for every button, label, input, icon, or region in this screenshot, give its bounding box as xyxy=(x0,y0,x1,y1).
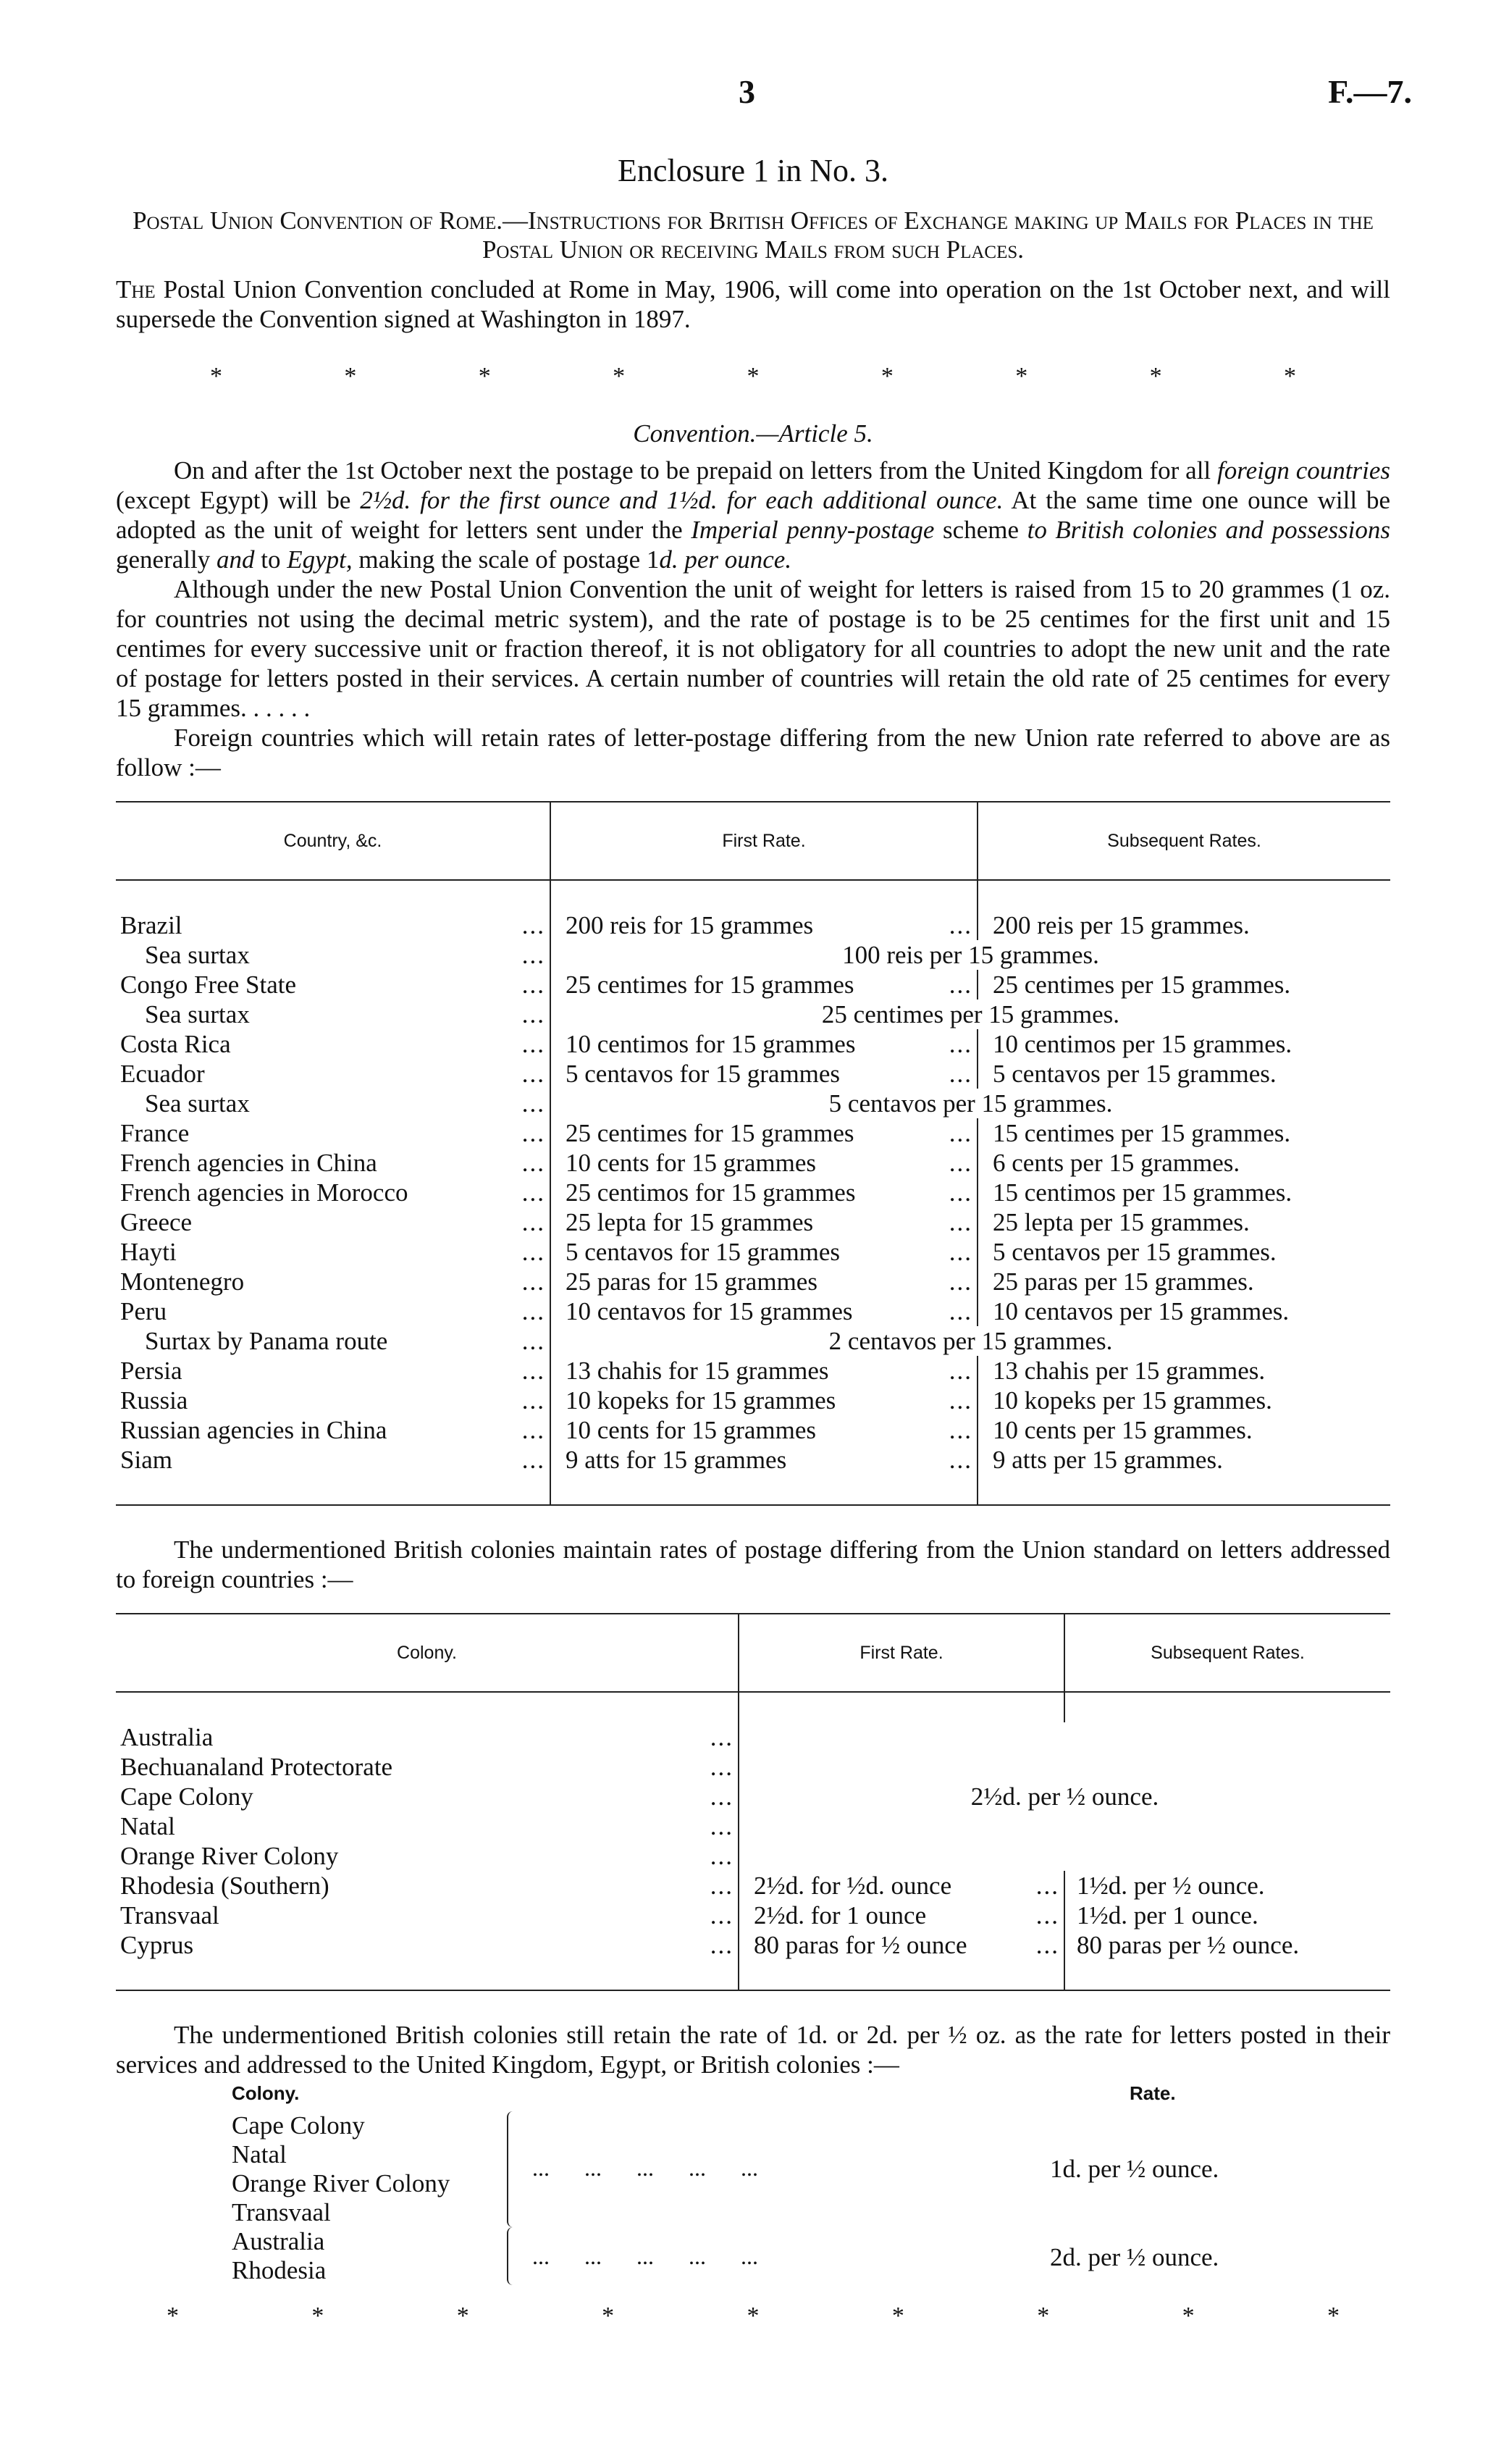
country-cell: Sea surtax ... xyxy=(116,940,550,970)
colony-cell: Transvaal ... xyxy=(116,1901,739,1930)
colony-name: Orange River Colony xyxy=(232,2169,450,2197)
list-rate-header: Rate. xyxy=(1130,2082,1176,2104)
first-rate-cell: 10 cents for 15 grammes ... xyxy=(550,1415,978,1445)
table-row xyxy=(116,970,1390,1000)
country-cell: French agencies in Morocco ... xyxy=(116,1178,550,1207)
first-rate-cell: 13 chahis for 15 grammes ... xyxy=(550,1356,978,1386)
document-reference: F.—7. xyxy=(1328,73,1412,110)
page-number: 3 xyxy=(739,73,755,110)
intro-lead: The xyxy=(116,275,156,303)
intro-rest: Postal Union Convention concluded at Rome in May, 1906, will come into operation on the 1st October next, and will supersede the Convention signed at Washington in 1897. xyxy=(116,275,1390,333)
intro-paragraph xyxy=(116,275,1390,334)
table-row xyxy=(116,1267,1390,1296)
first-rate-cell: 25 centimes for 15 grammes ... xyxy=(550,970,978,1000)
page-header xyxy=(116,72,1412,123)
grouped-rate-cell: 2½d. per ½ ounce. xyxy=(970,1782,1159,1811)
colony-cell: Cyprus ... xyxy=(116,1930,739,1960)
colony-cell: Natal ... xyxy=(116,1811,739,1841)
first-rate-cell: 25 lepta for 15 grammes ... xyxy=(550,1207,978,1237)
first-rate-cell: 2½d. for 1 ounce ... xyxy=(739,1901,1064,1930)
col-colony-header: Colony. xyxy=(116,1614,739,1692)
subsequent-rate-cell: 25 paras per 15 grammes. xyxy=(993,1267,1254,1296)
table-row xyxy=(116,1901,1390,1930)
subsequent-rate-cell: 200 reis per 15 grammes. xyxy=(993,910,1250,939)
brace-2d xyxy=(507,2227,518,2285)
table-row xyxy=(116,1000,1390,1029)
colony-name: Australia xyxy=(232,2227,325,2255)
table-row xyxy=(116,1722,1390,1752)
star: * xyxy=(1284,363,1296,390)
country-cell: Surtax by Panama route ... xyxy=(116,1326,550,1356)
colony-group-2d xyxy=(232,2227,326,2285)
col-subsequent-header: Subsequent Rates. xyxy=(978,802,1390,880)
convention-heading: Convention.—Article 5. xyxy=(633,419,873,448)
table-row xyxy=(116,1871,1390,1901)
table-row xyxy=(116,940,1390,970)
first-rate-cell: 200 reis for 15 grammes ... xyxy=(550,910,978,940)
subsequent-rate-cell: 15 centimos per 15 grammes. xyxy=(993,1178,1292,1207)
table-row xyxy=(116,1148,1390,1178)
first-rate-cell: 5 centavos for 15 grammes ... xyxy=(550,1059,978,1089)
table-row xyxy=(116,1029,1390,1059)
document-title xyxy=(116,206,1390,264)
document-page xyxy=(116,72,1412,2359)
title-rest: —Instructions for British Offices of Exchange making up Mails for Places in the Postal Union or receiving Mails from such Places. xyxy=(482,206,1374,264)
table-row xyxy=(116,1445,1390,1475)
table-row xyxy=(116,1089,1390,1118)
first-rate-cell: 10 kopeks for 15 grammes ... xyxy=(550,1386,978,1415)
rate-2d: 2d. per ½ ounce. xyxy=(1050,2243,1219,2271)
leader-dots: ... ... ... ... ... xyxy=(532,2155,758,2181)
star: * xyxy=(1015,363,1028,390)
table-row xyxy=(116,1356,1390,1386)
subsequent-rate-cell: 13 chahis per 15 grammes. xyxy=(993,1356,1266,1385)
country-cell: Persia ... xyxy=(116,1356,550,1386)
colony-cell: Australia ... xyxy=(116,1722,739,1752)
subsequent-rate-cell: 1½d. per 1 ounce. xyxy=(1077,1901,1258,1929)
country-cell: Russian agencies in China ... xyxy=(116,1415,550,1445)
table-row xyxy=(116,1386,1390,1415)
first-rate-cell: 80 paras for ½ ounce ... xyxy=(739,1930,1064,1960)
star: * xyxy=(880,363,894,390)
star: * xyxy=(478,363,491,390)
subsequent-rate-cell: 10 centavos per 15 grammes. xyxy=(993,1296,1290,1325)
leader-dots: ... ... ... ... ... xyxy=(532,2243,758,2269)
first-rate-cell: 25 paras for 15 grammes ... xyxy=(550,1267,978,1296)
first-rate-cell: 10 centimos for 15 grammes ... xyxy=(550,1029,978,1059)
country-cell: France ... xyxy=(116,1118,550,1148)
rate-1d: 1d. per ½ ounce. xyxy=(1050,2155,1219,2183)
country-cell: Costa Rica ... xyxy=(116,1029,550,1059)
first-rate-cell: 10 cents for 15 grammes ... xyxy=(550,1148,978,1178)
col-first-rate-header: First Rate. xyxy=(550,802,978,880)
table-row xyxy=(116,1237,1390,1267)
col-country-header: Country, &c. xyxy=(116,802,550,880)
colony-cell: Rhodesia (Southern) ... xyxy=(116,1871,739,1901)
article-5-paragraph: On and after the 1st October next the postage to be prepaid on letters from the United Kingdom for all foreign countries (except Egypt) will be 2½d. for the first ounce and 1½d. for each additional ounce. At the same time one ounce will be adopted as the unit of weight for letters sent under the Imperial penny-postage scheme to British colonies and possessions generally and to Egypt, making the scale of postage 1d. per ounce. xyxy=(116,456,1391,574)
subsequent-rate-cell: 1½d. per ½ ounce. xyxy=(1077,1871,1265,1900)
star: * xyxy=(613,363,626,390)
colony-cell: Bechuanaland Protectorate ... xyxy=(116,1752,739,1782)
subsequent-rate-cell: 15 centimes per 15 grammes. xyxy=(993,1118,1291,1147)
star: * xyxy=(210,363,222,390)
subsequent-rate-cell: 10 centimos per 15 grammes. xyxy=(993,1029,1292,1058)
spanning-rate-cell: 2 centavos per 15 grammes. xyxy=(828,1326,1113,1355)
colony-name: Rhodesia xyxy=(232,2256,327,2284)
subsequent-rate-cell: 9 atts per 15 grammes. xyxy=(993,1445,1223,1474)
spanning-rate-cell: 25 centimes per 15 grammes. xyxy=(821,1000,1120,1028)
subsequent-rate-cell: 6 cents per 15 grammes. xyxy=(993,1148,1240,1177)
first-rate-cell: 10 centavos for 15 grammes ... xyxy=(550,1296,978,1326)
country-cell: Sea surtax ... xyxy=(116,1000,550,1029)
colony-name: Transvaal xyxy=(232,2198,331,2226)
country-cell: Sea surtax ... xyxy=(116,1089,550,1118)
country-cell: Congo Free State ... xyxy=(116,970,550,1000)
table-row xyxy=(116,1296,1390,1326)
first-rate-cell: 25 centimes for 15 grammes ... xyxy=(550,1118,978,1148)
table-row xyxy=(116,1326,1390,1356)
title-lead: Postal Union Convention of Rome. xyxy=(133,206,503,235)
country-cell: Russia ... xyxy=(116,1386,550,1415)
country-cell: Greece ... xyxy=(116,1207,550,1237)
star: * xyxy=(1149,363,1162,390)
colonies-foreign-intro: The undermentioned British colonies maintain rates of postage differing from the Union standard on letters addressed to foreign countries :— xyxy=(116,1535,1390,1593)
subsequent-rate-cell: 80 paras per ½ ounce. xyxy=(1077,1930,1300,1959)
table-row xyxy=(116,1059,1390,1089)
country-cell: French agencies in China ... xyxy=(116,1148,550,1178)
table-row xyxy=(116,1207,1390,1237)
closing-stars: * * * * * * * * * xyxy=(167,2302,1340,2329)
list-colony-header: Colony. xyxy=(232,2082,300,2104)
table-row xyxy=(116,1415,1390,1445)
subsequent-rate-cell: 10 kopeks per 15 grammes. xyxy=(993,1386,1272,1415)
brace-1d xyxy=(507,2111,518,2227)
country-cell: Ecuador ... xyxy=(116,1059,550,1089)
colonies-domestic-intro: The undermentioned British colonies still retain the rate of 1d. or 2d. per ½ oz. as the rate for letters posted in their services and addressed to the United Kingdom, Egypt, or British colonies :— xyxy=(116,2021,1390,2079)
section-divider-stars xyxy=(116,363,1390,390)
enclosure-title: Enclosure 1 in No. 3. xyxy=(618,153,888,188)
domestic-rates-list xyxy=(116,2082,1390,2300)
col-subsequent-header: Subsequent Rates. xyxy=(1064,1614,1390,1692)
spanning-rate-cell: 100 reis per 15 grammes. xyxy=(842,940,1099,969)
colony-rates-body xyxy=(116,1692,1390,1990)
colony-group-1d xyxy=(232,2111,450,2227)
table-row xyxy=(116,1118,1390,1148)
colony-cell: Cape Colony ... xyxy=(116,1782,739,1811)
col-first-rate-header: First Rate. xyxy=(739,1614,1064,1692)
subsequent-rate-cell: 25 lepta per 15 grammes. xyxy=(993,1207,1250,1236)
foreign-rates-body xyxy=(116,880,1390,1505)
spanning-rate-cell: 5 centavos per 15 grammes. xyxy=(828,1089,1113,1118)
first-rate-cell: 25 centimos for 15 grammes ... xyxy=(550,1178,978,1207)
country-cell: Brazil ... xyxy=(116,910,550,940)
first-rate-cell: 5 centavos for 15 grammes ... xyxy=(550,1237,978,1267)
table-row xyxy=(116,1178,1390,1207)
foreign-rates-table xyxy=(116,801,1390,1506)
star: * xyxy=(747,363,760,390)
subsequent-rate-cell: 25 centimes per 15 grammes. xyxy=(993,970,1291,999)
table-row xyxy=(116,910,1390,940)
unit-weight-paragraph: Although under the new Postal Union Convention the unit of weight for letters is raised from 15 to 20 grammes (1 oz. for countries not using the decimal metric system), and the rate of postage is to be 25 centimes for the first unit and 15 centimes for every successive unit or fraction thereof, it is not obligatory for all countries to adopt the new unit and the rate of postage for letters posted in their services. A certain number of countries will retain the old rate of 25 centimes for every 15 grammes. . . . . . xyxy=(116,575,1390,722)
first-rate-cell: 2½d. for ½d. ounce ... xyxy=(739,1871,1064,1901)
colony-foreign-rates-table xyxy=(116,1613,1390,1991)
first-rate-cell: 9 atts for 15 grammes ... xyxy=(550,1445,978,1475)
subsequent-rate-cell: 5 centavos per 15 grammes. xyxy=(993,1059,1277,1088)
country-cell: Siam ... xyxy=(116,1445,550,1475)
subsequent-rate-cell: 5 centavos per 15 grammes. xyxy=(993,1237,1277,1266)
colony-name: Cape Colony xyxy=(232,2111,365,2140)
star: * xyxy=(344,363,357,390)
table-row xyxy=(116,1930,1390,1960)
country-cell: Peru ... xyxy=(116,1296,550,1326)
country-cell: Montenegro ... xyxy=(116,1267,550,1296)
colony-cell: Orange River Colony ... xyxy=(116,1841,739,1871)
foreign-countries-intro: Foreign countries which will retain rates of letter-postage differing from the new Union rate referred to above are as follow :— xyxy=(116,724,1390,781)
country-cell: Hayti ... xyxy=(116,1237,550,1267)
subsequent-rate-cell: 10 cents per 15 grammes. xyxy=(993,1415,1253,1444)
colony-name: Natal xyxy=(232,2140,287,2168)
